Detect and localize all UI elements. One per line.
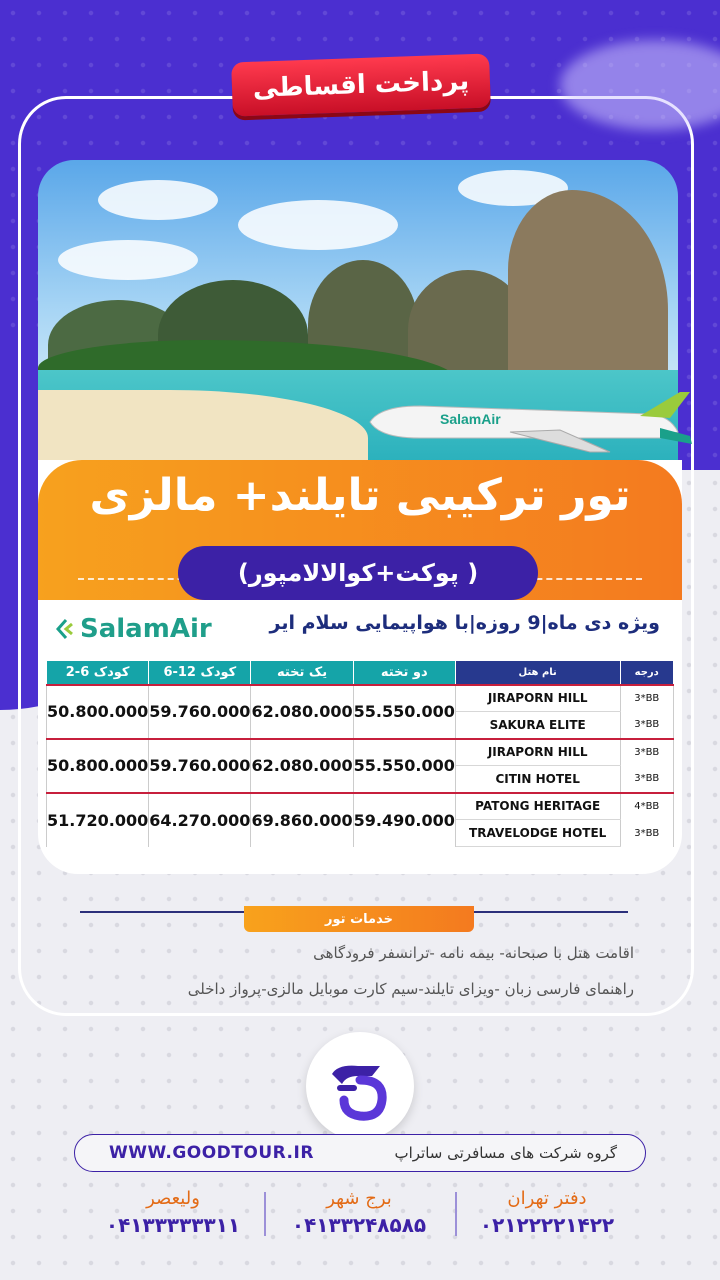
header-grade: درجه (620, 661, 674, 685)
services-title: خدمات تور (244, 906, 474, 932)
hotel-grade: 3*BB (620, 820, 674, 847)
price-single: 69.860.000 (251, 793, 353, 847)
header-child-2-6: کودک 6-2 (47, 661, 149, 685)
tour-subtitle: ( پوکت+کوالالامپور) (178, 546, 538, 600)
price-table (46, 660, 674, 847)
hotel-name: PATONG HERITAGE (455, 793, 620, 820)
goodtour-logo (306, 1032, 414, 1140)
office-tehran (452, 1188, 642, 1237)
tour-title: تور ترکیبی تایلند+ مالزی (89, 470, 631, 521)
hotel-name: SAKURA ELITE (455, 712, 620, 739)
price-single: 62.080.000 (251, 685, 353, 739)
office-separator (455, 1192, 457, 1236)
hotel-grade: 3*BB (620, 739, 674, 766)
hotel-grade: 3*BB (620, 766, 674, 793)
salamair-logo-icon (56, 618, 74, 640)
office-name: دفتر تهران (507, 1188, 587, 1209)
tour-special-text: ویژه دی ماه|9 روزه|با هواپیمایی سلام ایر (269, 612, 660, 634)
price-child-2-6: 51.720.000 (47, 793, 149, 847)
office-phone[interactable]: ۰۴۱۳۳۳۳۳۳۱۱ (105, 1213, 241, 1237)
footer-info-bar (74, 1134, 646, 1172)
office-borj (264, 1188, 454, 1237)
price-child-6-12: 64.270.000 (149, 793, 251, 847)
goodtour-logo-icon (318, 1044, 402, 1128)
airplane-image (360, 392, 700, 462)
salamair-logo-text: SalamAir (80, 614, 212, 644)
website-link[interactable]: WWW.GOODTOUR.IR (109, 1143, 314, 1163)
hotel-grade: 3*BB (620, 712, 674, 739)
table-row (47, 739, 674, 766)
tour-card (38, 460, 682, 874)
price-child-6-12: 59.760.000 (149, 685, 251, 739)
price-single: 62.080.000 (251, 739, 353, 793)
hotel-name: TRAVELODGE HOTEL (455, 820, 620, 847)
hotel-name: JIRAPORN HILL (455, 685, 620, 712)
tour-special-row (38, 610, 682, 646)
services-line-2: راهنمای فارسی زبان -ویزای تایلند-سیم کارت موبایل مالزی-پرواز داخلی (187, 980, 634, 998)
office-valiasr (78, 1188, 268, 1237)
svg-text:SalamAir: SalamAir (440, 411, 501, 427)
services-line-1: اقامت هتل با صبحانه- بیمه نامه -ترانسفر فرودگاهی (313, 944, 634, 962)
hotel-name: CITIN HOTEL (455, 766, 620, 793)
office-name: برج شهر (326, 1188, 392, 1209)
table-row (47, 685, 674, 712)
hotel-name: JIRAPORN HILL (455, 739, 620, 766)
price-child-2-6: 50.800.000 (47, 739, 149, 793)
price-double: 59.490.000 (353, 793, 455, 847)
office-phone[interactable]: ۰۴۱۳۳۲۴۸۵۸۵ (291, 1213, 427, 1237)
price-child-6-12: 59.760.000 (149, 739, 251, 793)
office-phone[interactable]: ۰۲۱۲۲۲۲۱۴۲۲ (479, 1213, 615, 1237)
header-single: یک تخته (251, 661, 353, 685)
header-hotel: نام هتل (455, 661, 620, 685)
price-double: 55.550.000 (353, 739, 455, 793)
hotel-grade: 3*BB (620, 685, 674, 712)
header-child-6-12: کودک 12-6 (149, 661, 251, 685)
company-name: گروه شرکت های مسافرتی ساتراپ (394, 1144, 617, 1162)
salamair-logo (56, 614, 212, 644)
header-double: دو تخته (353, 661, 455, 685)
price-double: 55.550.000 (353, 685, 455, 739)
installment-badge: پرداخت اقساطی (231, 54, 491, 117)
price-child-2-6: 50.800.000 (47, 685, 149, 739)
hotel-grade: 4*BB (620, 793, 674, 820)
table-row (47, 793, 674, 820)
office-name: ولیعصر (146, 1188, 200, 1209)
